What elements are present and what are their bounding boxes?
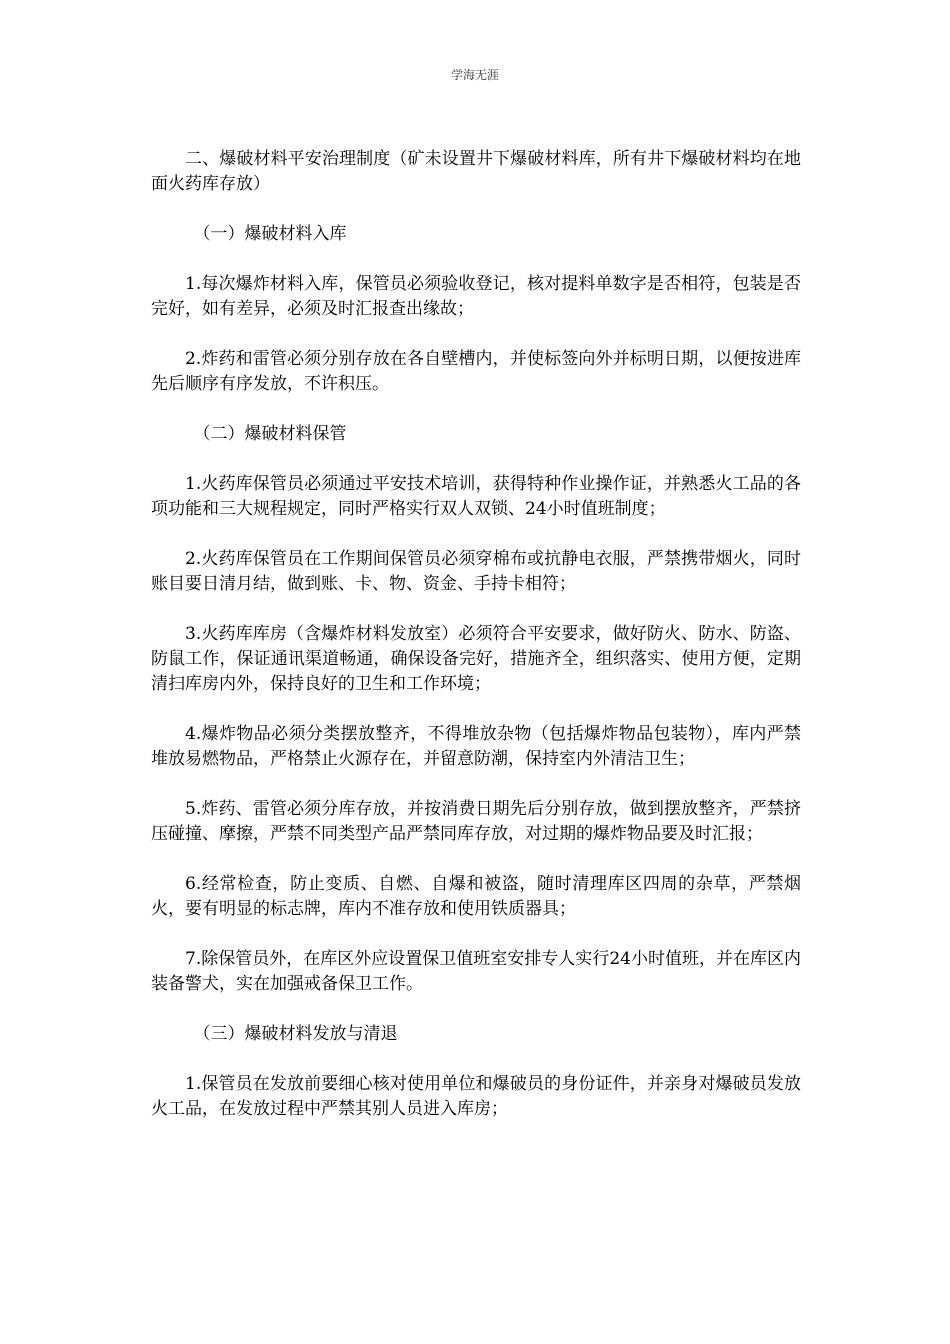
paragraph: 3.火药库库房（含爆炸材料发放室）必须符合平安要求，做好防火、防水、防盗、防鼠工作，保证通讯渠道畅通，确保设备完好，措施齐全，组织落实、使用方便，定期清扫库房内外，保持良好的卫生和工作环境； bbox=[151, 624, 801, 694]
paragraph: 5.炸药、雷管必须分库存放，并按消费日期先后分别存放，做到摆放整齐，严禁挤压碰撞、摩擦，严禁不同类型产品严禁同库存放，对过期的爆炸物品要及时汇报； bbox=[151, 799, 801, 844]
document-body bbox=[151, 147, 801, 1147]
paragraph: 6.经常检查，防止变质、自燃、自爆和被盗，随时清理库区四周的杂草，严禁烟火，要有明显的标志牌，库内不准存放和使用铁质器具； bbox=[151, 874, 801, 919]
subsection-heading: （一）爆破材料入库 bbox=[193, 224, 347, 244]
paragraph: 1.火药库保管员必须通过平安技术培训，获得特种作业操作证，并熟悉火工品的各项功能和三大规程规定，同时严格实行双人双锁、24小时值班制度； bbox=[151, 474, 801, 519]
page-header: 学海无涯 bbox=[450, 68, 499, 82]
subsection-heading: （二）爆破材料保管 bbox=[193, 424, 347, 444]
paragraph: 1.每次爆炸材料入库，保管员必须验收登记，核对提料单数字是否相符，包装是否完好，如有差异，必须及时汇报查出缘故； bbox=[151, 274, 801, 319]
paragraph: 7.除保管员外，在库区外应设置保卫值班室安排专人实行24小时值班，并在库区内装备警犬，实在加强戒备保卫工作。 bbox=[151, 949, 801, 994]
paragraph: 4.爆炸物品必须分类摆放整齐，不得堆放杂物（包括爆炸物品包装物），库内严禁堆放易燃物品，严格禁止火源存在，并留意防潮，保持室内外清洁卫生； bbox=[151, 724, 801, 769]
paragraph: 2.炸药和雷管必须分别存放在各自壁槽内，并使标签向外并标明日期，以便按进库先后顺序有序发放，不许积压。 bbox=[151, 349, 801, 394]
paragraph: 1.保管员在发放前要细心核对使用单位和爆破员的身份证件，并亲身对爆破员发放火工品，在发放过程中严禁其别人员进入库房； bbox=[151, 1074, 801, 1119]
subsection-heading: （三）爆破材料发放与清退 bbox=[193, 1024, 398, 1044]
section-title: 二、爆破材料平安治理制度（矿未设置井下爆破材料库，所有井下爆破材料均在地面火药库存放） bbox=[151, 149, 801, 194]
paragraph: 2.火药库保管员在工作期间保管员必须穿棉布或抗静电衣服，严禁携带烟火，同时账目要日清月结，做到账、卡、物、资金、手持卡相符； bbox=[151, 549, 801, 594]
